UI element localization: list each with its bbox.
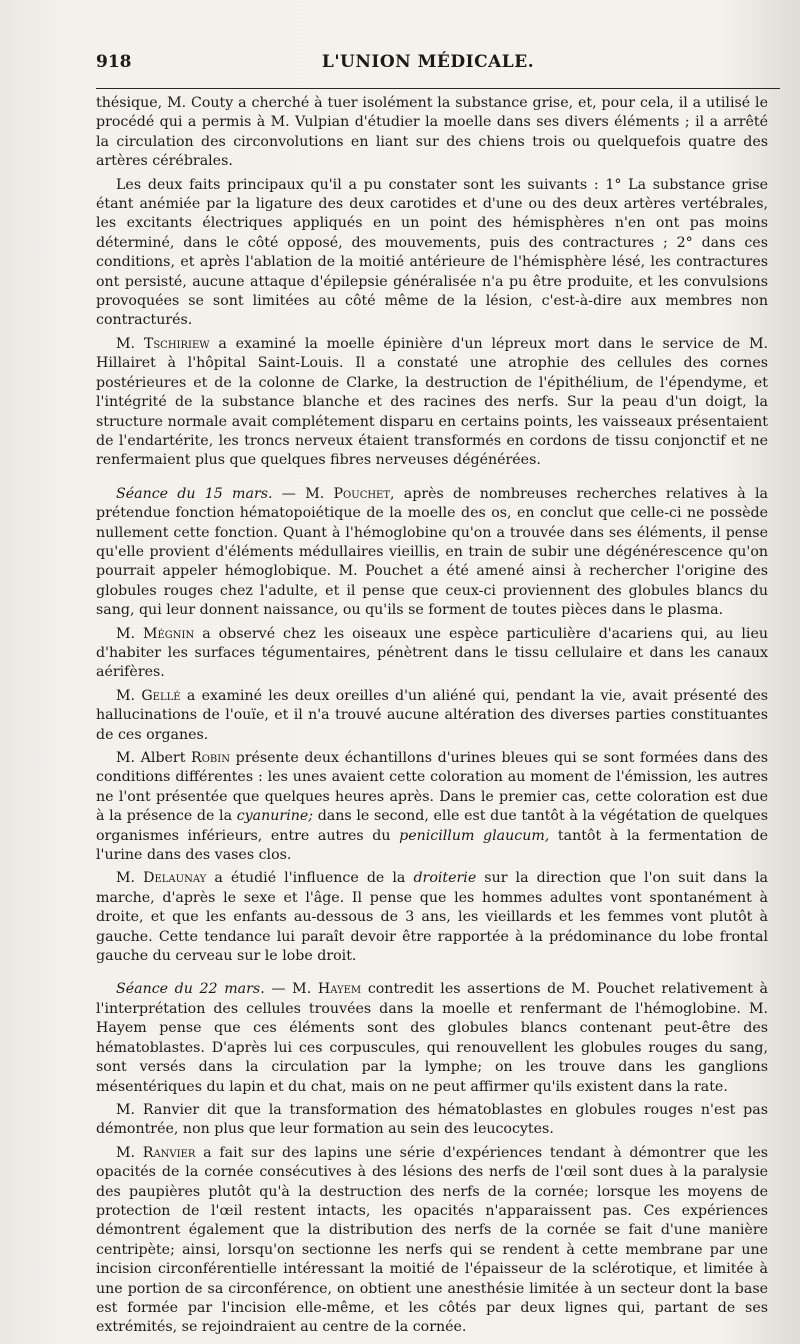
header-rule	[96, 88, 780, 89]
text-run: a fait sur des lapins une série d'expériences tendant à démontrer que les opacités de la cornée consécutives à des lésions des nerfs de l'œil sont dues à la paralysie des paupières plutôt qu'à la destruction des nerfs de la cornée; lorsque les moyens de protection de l'œil restent intacts, les opacités n'apparaissent pas. Ces expériences démontrent également que la distribution des nerfs de la cornée se fait d'une manière centripète; ainsi, lorsqu'on sectionne les nerfs qui se rendent à cette membrane par une incision circonférentielle intéressant la moitié de l'épaisseur de la sclérotique, et limitée à une portion de sa circonférence, on obtient une anesthésie limitée à un secteur dont la base est formée par l'incision elle-même, et les côtés par deux lignes qui, partant de ses extrémités, se rejoindraient au centre de la cornée.	[96, 1144, 768, 1336]
paragraph	[96, 749, 768, 865]
text-run: contredit les assertions de M. Pouchet relativement à l'interprétation des cellules trouvées dans la moelle et renfermant de l'hémoglobine. M. Hayem pense que ces éléments sont des globules blancs contenant peut-être des hématoblastes. D'après lui ces corpuscules, qui renouvellent les globules rouges du sang, sont versés dans la circulation par la lymphe; on les trouve dans les ganglions mésentériques du lapin et du chat, mais on ne peut affirmer qu'ils existent dans la rate.	[96, 981, 768, 1095]
paragraph	[96, 176, 768, 331]
italic-text: penicillum glaucum,	[399, 827, 550, 844]
page-number: 918	[96, 52, 132, 72]
text-run: sur la direction que l'on suit dans la marche, d'après le sexe et l'âge. Il pense que les hommes adultes vont spontanément à droite, et que les enfants au-dessous de 3 ans, les vieillards et les femmes vont plutôt à gauche. Cette tendance lui paraît devoir être rapportée à la prédominance du lobe frontal gauche du cerveau sur le lobe droit.	[96, 870, 768, 965]
text-run: thésique, M. Couty a cherché à tuer isolément la substance grise, et, pour cela, il a utilisé le procédé qui a permis à M. Vulpian d'étudier la moelle dans ses divers éléments ; il a arrêté la circulation des circonvolutions en liant sur des chiens trois ou quelquefois quatre des artères cérébrales.	[96, 95, 768, 170]
text-run: a étudié l'influence de la	[206, 870, 414, 887]
paragraph	[96, 980, 768, 1096]
author-name: Hayem	[317, 981, 362, 998]
text-run: a observé chez les oiseaux une espèce particulière d'acariens qui, au lieu d'habiter les surfaces tégumentaires, pénètrent dans le tissu cellulaire et dans les canaux aérifères.	[96, 625, 768, 681]
paragraph	[96, 485, 768, 621]
author-name: Pouchet	[333, 485, 391, 502]
author-name: Delaunay	[143, 870, 207, 887]
paragraph	[96, 1101, 768, 1140]
italic-text: droiterie	[413, 870, 477, 887]
paragraph	[96, 687, 768, 745]
paragraph	[96, 625, 768, 683]
text-run: tantôt à la fermentation de l'urine dans des vases clos.	[96, 827, 768, 864]
text-run: M.	[116, 687, 142, 704]
paragraph	[96, 94, 768, 172]
text-run: a examiné les deux oreilles d'un aliéné qui, pendant la vie, avait présenté des hallucinations de l'ouïe, et il n'a trouvé aucune altération des diverses parties constituantes de ces organes.	[96, 687, 768, 743]
text-run: — M.	[264, 981, 318, 998]
italic-text: Séance du 22 mars.	[116, 981, 265, 998]
text-run: M.	[116, 335, 144, 352]
article-body	[96, 94, 768, 1338]
running-title: L'UNION MÉDICALE.	[321, 52, 535, 72]
text-run: M.	[116, 625, 143, 642]
text-run: dans le second, elle est due tantôt à la végétation de quelques organismes inférieurs, entre autres du	[96, 808, 768, 844]
text-run: Les deux faits principaux qu'il a pu constater sont les suivants : 1° La substance grise étant anémiée par la ligature des deux carotides et d'une ou des deux artères vertébrales, les excitants électriques appliqués en un point des hémisphères n'en ont pas moins déterminé, dans le côté opposé, des mouvements, puis des contractures ; 2° dans ces conditions, et après l'ablation de la moitié antérieure de l'hémisphère lésé, les contractures ont persisté, aucune attaque d'épilepsie généralisée n'a pu être produite, et les convulsions provoquées se sont limitées au côté même de la lésion, c'est-à-dire aux membres non contracturés.	[96, 176, 768, 329]
paragraph	[96, 1144, 768, 1338]
author-name: Robin	[191, 750, 230, 766]
text-run: a examiné la moelle épinière d'un lépreux mort dans le service de M. Hillairet à l'hôpital Saint-Louis. Il a constaté une atrophie des cellules des cornes postérieures et de la colonne de Clarke, la destruction de l'épithélium, de l'épendyme, et l'intégrité de la substance blanche et des racines des nerfs. Sur la peau d'un doigt, la structure normale avait complétement disparu en certains points, les vaisseaux présentaient de l'endartérite, les troncs nerveux étaient transformés en cordons de tissu conjonctif et ne renfermaient plus que quelques fibres nerveuses dégénérées.	[96, 335, 768, 469]
paragraph	[96, 335, 768, 471]
text-run: présente deux échantillons d'urines bleues qui se sont formées dans des conditions différentes : les unes avaient cette coloration au moment de l'émission, les autres ne l'ont présentée que quelques heures après. Dans le premier cas, cette coloration est due à la présence de la	[96, 750, 768, 825]
page-header	[88, 52, 768, 74]
author-name: Mégnin	[142, 625, 195, 642]
text-run: M. Albert	[116, 750, 192, 766]
text-run: M. Ranvier dit que la transformation des hématoblastes en globules rouges n'est pas démontrée, non plus que leur formation au sein des leucocytes.	[96, 1101, 768, 1138]
italic-text: cyanurine;	[236, 808, 314, 825]
text-run: M.	[116, 870, 144, 887]
italic-text: Séance du 15 mars.	[116, 485, 273, 502]
author-name: Ranvier	[142, 1144, 196, 1161]
text-run: — M.	[272, 485, 334, 502]
author-name: Tschiriew	[143, 335, 210, 352]
author-name: Gellé	[141, 687, 181, 704]
text-run: M.	[116, 1144, 143, 1161]
text-run: , après de nombreuses recherches relatives à la prétendue fonction hématopoiétique de la moelle des os, en conclut que celle-ci ne possède nullement cette fonction. Quant à l'hémoglobine qu'on a trouvée dans ses éléments, il pense qu'elle provient d'éléments médullaires vieillis, en train de subir une dégénérescence qu'on pourrait appeler hémoglobique. M. Pouchet a été amené ainsi à rechercher l'origine des globules rouges chez l'adulte, et il pense que ceux-ci proviennent des globules blancs du sang, qui leur donnent naissance, ou qu'ils se forment de toutes pièces dans le plasma.	[96, 485, 768, 619]
paragraph	[96, 869, 768, 966]
